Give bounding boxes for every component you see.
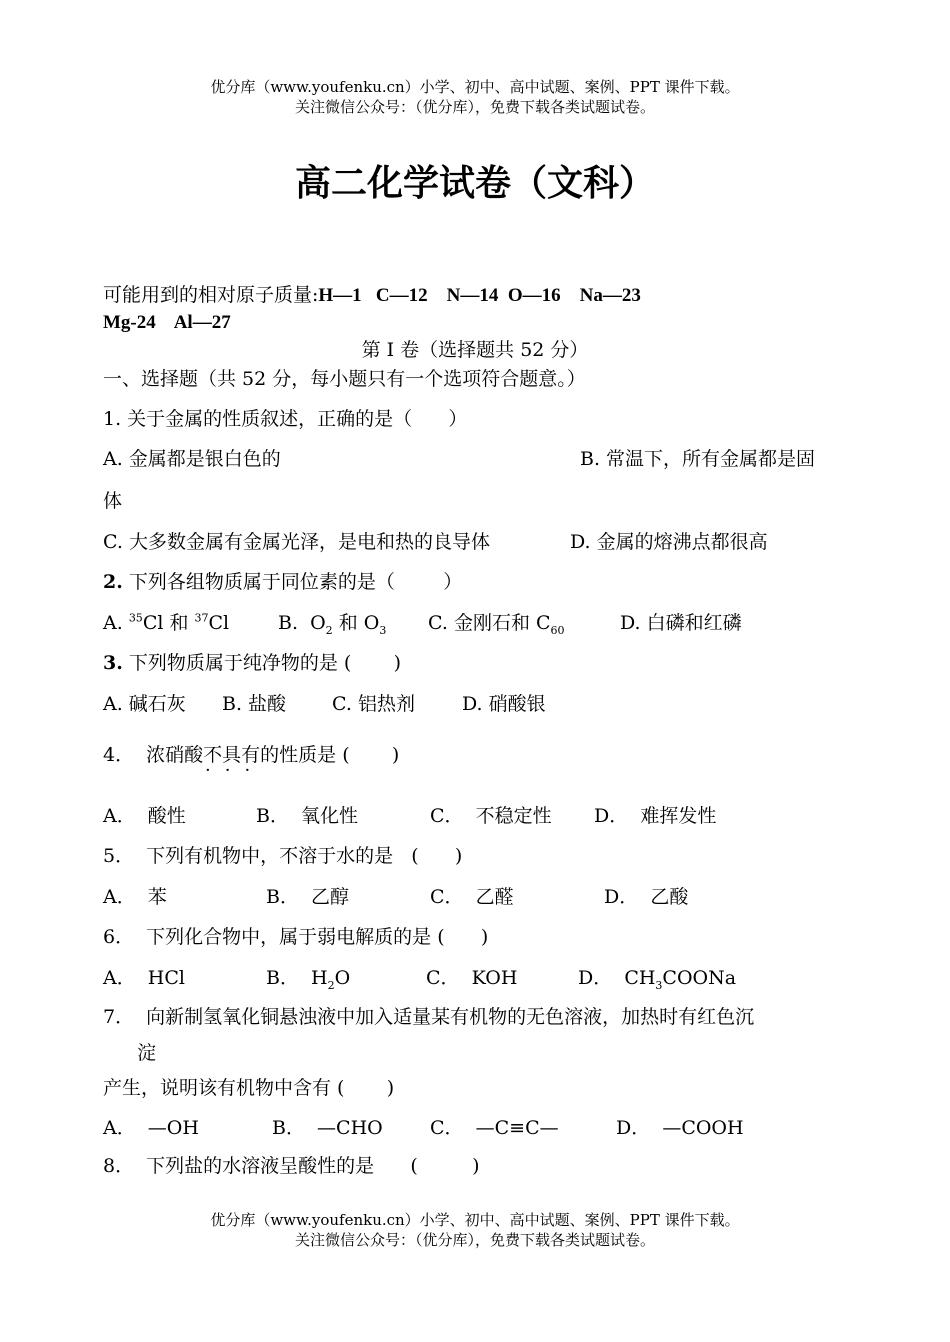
question-5-option-a: A． 苯 <box>103 886 167 908</box>
section-title: 第 I 卷（选择题共 52 分） <box>361 339 589 361</box>
question-2-option-a <box>103 610 229 636</box>
question-7-option-b: B． —CHO <box>272 1117 383 1139</box>
question-3-option-d: D. 硝酸银 <box>462 693 546 715</box>
option-a-text-2: Cl <box>208 612 230 634</box>
question-3-text: 下列物质属于纯净物的是 ( ) <box>122 652 402 674</box>
mass-number-37: 37 <box>194 611 209 625</box>
question-7-stem-line-3: 产生，说明该有机物中含有 ( ) <box>103 1077 395 1099</box>
option-b-text-1: B. O <box>278 612 326 634</box>
question-4-option-a: A． 酸性 <box>103 805 186 827</box>
question-3-option-b: B. 盐酸 <box>222 693 287 715</box>
option-c-text: C. 金刚石和 C <box>428 612 551 634</box>
question-3-option-a: A. 碱石灰 <box>103 693 186 715</box>
question-2-option-d: D. 白磷和红磷 <box>620 612 742 634</box>
option-d-text-1: D． CH <box>578 967 656 989</box>
subscript-60: 60 <box>550 623 565 637</box>
question-6-option-d <box>578 965 736 991</box>
question-2-option-c <box>428 610 565 636</box>
question-1-option-b: B. 常温下，所有金属都是固 <box>580 448 816 470</box>
question-6-option-c: C． KOH <box>426 967 518 989</box>
atomic-mass-line-2: Mg-24 Al—27 <box>103 312 231 333</box>
question-5-option-b: B． 乙醇 <box>266 886 350 908</box>
subscript-3: 3 <box>379 623 387 637</box>
question-4-option-b: B． 氧化性 <box>256 805 359 827</box>
question-1-option-c: C. 大多数金属有金属光泽，是电和热的良导体 <box>103 531 490 553</box>
page-title: 高二化学试卷（文科） <box>294 163 655 204</box>
question-7-stem-line-1: 7． 向新制氢氧化铜悬浊液中加入适量某有机物的无色溶液，加热时有红色沉 <box>103 1006 755 1028</box>
header-line-2: 关注微信公众号：（优分库），免费下载各类试题试卷。 <box>294 98 655 116</box>
atomic-mass-line-1 <box>103 282 641 309</box>
question-7-option-d: D． —COOH <box>616 1117 744 1139</box>
option-b-text-2: O <box>334 967 351 989</box>
mass-number-35: 35 <box>128 611 143 625</box>
header-line-1: 优分库（www.youfenku.cn）小学、初中、高中试题、案例、PPT 课件下载。 <box>210 78 740 96</box>
question-7-option-a: A． —OH <box>103 1117 199 1139</box>
question-2-number: 2. <box>103 571 123 593</box>
option-b-text-2: 和 O <box>332 612 380 634</box>
question-6-option-a: A． HCl <box>103 967 185 989</box>
atomic-mass-prefix: 可能用到的相对原子质量: <box>103 284 319 306</box>
option-d-text-2: COONa <box>662 967 737 989</box>
option-a-text-1: Cl 和 <box>142 612 195 634</box>
question-8-stem: 8． 下列盐的水溶液呈酸性的是 ( ) <box>103 1155 480 1177</box>
subscript-2: 2 <box>325 623 333 637</box>
question-6-stem: 6． 下列化合物中，属于弱电解质的是 ( ) <box>103 926 489 948</box>
option-a-label: A. <box>103 612 129 634</box>
question-1-option-a: A. 金属都是银白色的 <box>103 448 281 470</box>
question-4-option-d: D． 难挥发性 <box>594 805 717 827</box>
part-one-heading: 一、选择题（共 52 分，每小题只有一个选项符合题意。） <box>103 368 586 390</box>
question-2-option-b <box>278 610 386 636</box>
question-7-stem-line-2: 淀 <box>137 1042 157 1064</box>
emphasis-dots: ··· <box>205 760 265 781</box>
question-5-stem: 5． 下列有机物中，不溶于水的是 ( ) <box>103 845 463 867</box>
question-3-option-c: C. 铝热剂 <box>332 693 415 715</box>
subscript-3: 3 <box>655 978 663 992</box>
question-5-option-d: D． 乙酸 <box>604 886 689 908</box>
question-4-stem: 4． 浓硝酸不具有的性质是 ( ) <box>103 744 400 766</box>
question-5-option-c: C． 乙醛 <box>430 886 514 908</box>
question-3-number: 3. <box>103 652 123 674</box>
question-1-option-d: D. 金属的熔沸点都很高 <box>570 531 768 553</box>
question-7-option-c: C． —C≡C— <box>430 1117 559 1139</box>
question-2-text: 下列各组物质属于同位素的是（ ） <box>122 571 463 593</box>
option-b-text-1: B． H <box>266 967 328 989</box>
question-3-stem <box>103 650 401 676</box>
footer-line-2: 关注微信公众号：（优分库），免费下载各类试题试卷。 <box>294 1231 655 1249</box>
footer-line-1: 优分库（www.youfenku.cn）小学、初中、高中试题、案例、PPT 课件下载。 <box>210 1211 740 1229</box>
subscript-2: 2 <box>327 978 335 992</box>
question-4-option-c: C． 不稳定性 <box>430 805 552 827</box>
question-1-stem: 1. 关于金属的性质叙述，正确的是（ ） <box>103 408 468 430</box>
question-1-option-b-continued: 体 <box>103 490 123 512</box>
question-2-stem <box>103 569 462 595</box>
atomic-mass-values-1: H—1 C—12 N—14 O—16 Na—23 <box>318 285 641 306</box>
question-6-option-b <box>266 965 350 991</box>
